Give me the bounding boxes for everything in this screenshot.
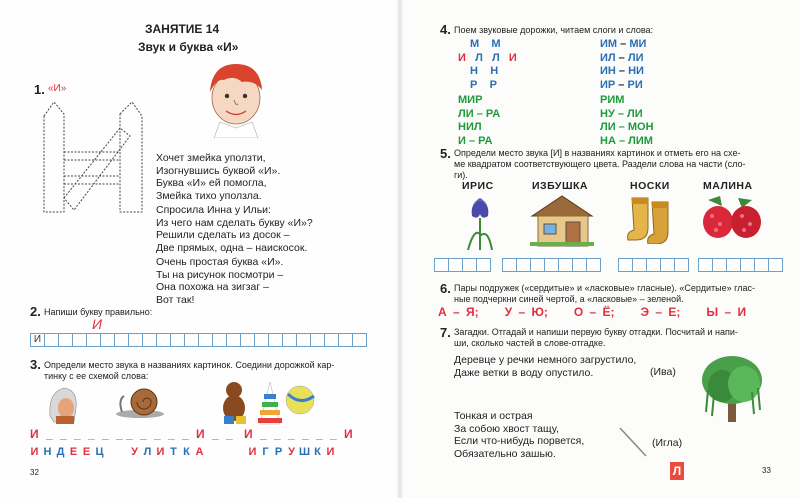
word-ulitka xyxy=(128,446,206,458)
writing-cell[interactable] xyxy=(268,333,283,347)
riddle-line: Деревце у речки немного загрустило, xyxy=(454,354,637,366)
words-left xyxy=(458,94,500,148)
syl: НИ xyxy=(628,65,644,77)
syl: ИН xyxy=(600,65,616,77)
riddle-2 xyxy=(454,410,584,460)
indian-picture xyxy=(44,384,84,424)
syl: ИМ xyxy=(600,38,618,50)
scheme-cell[interactable] xyxy=(558,258,573,272)
words-right xyxy=(600,94,654,148)
syl: М xyxy=(491,38,501,50)
writing-cell[interactable] xyxy=(58,333,73,347)
riddle-2-answer: (Игла) xyxy=(652,437,683,449)
poem-line: Спросила Инна у Ильи: xyxy=(156,204,271,216)
iris-picture xyxy=(460,194,500,250)
riddle-line: Тонкая и острая xyxy=(454,410,533,422)
writing-cell[interactable] xyxy=(184,333,199,347)
letter: У xyxy=(288,446,295,458)
scheme-cell[interactable] xyxy=(618,258,633,272)
writing-cell[interactable] xyxy=(282,333,297,347)
riddle-line: Даже ветки в воду опустило. xyxy=(454,366,594,379)
task6-line: ные подчеркни синей чертой, а «ласковые» – зеленой. xyxy=(454,294,684,304)
syl: И xyxy=(458,134,466,147)
sound-tracks-left xyxy=(458,38,517,92)
word: НУ – ЛИ xyxy=(600,107,643,120)
letter: Т xyxy=(170,446,177,458)
track-row xyxy=(458,38,517,52)
syl: ЛИ xyxy=(600,121,616,133)
scheme-cell[interactable] xyxy=(586,258,601,272)
task5-number: 5. xyxy=(440,146,451,161)
scheme-cell[interactable] xyxy=(726,258,741,272)
scheme-cell[interactable] xyxy=(660,258,675,272)
word-scheme-1: И _ _ _ _ _ _ xyxy=(30,427,125,441)
letter: Л xyxy=(143,446,152,458)
letter: А xyxy=(195,446,204,458)
riddle-1-answer: (Ива) xyxy=(650,366,676,378)
scheme-iris[interactable] xyxy=(434,258,491,272)
needle-picture xyxy=(616,424,650,460)
scheme-malina[interactable] xyxy=(698,258,783,272)
sound-tracks-right xyxy=(600,38,646,92)
syl: ЛИ xyxy=(627,51,644,64)
word: НА – ЛИМ xyxy=(600,134,653,147)
scheme-cell[interactable] xyxy=(530,258,545,272)
task2-number: 2. xyxy=(30,304,41,319)
letter: Ц xyxy=(95,446,104,458)
track-row xyxy=(458,79,517,93)
letter: К xyxy=(314,446,321,458)
writing-cell[interactable] xyxy=(72,333,87,347)
poem-line: Изогнувшись буквой «И». xyxy=(156,164,281,177)
scheme-cell[interactable] xyxy=(674,258,689,272)
writing-cell[interactable] xyxy=(226,333,241,347)
syl: РА xyxy=(478,134,493,147)
caption-izbushka: ИЗБУШКА xyxy=(532,180,588,192)
writing-cell[interactable] xyxy=(338,333,353,347)
poem-line: Змейка тихо уползла. xyxy=(156,189,262,202)
riddle-line: За собою хвост тащу, xyxy=(454,422,559,435)
task2-text: Напиши букву правильно: xyxy=(44,307,153,317)
scheme-cell[interactable] xyxy=(646,258,661,272)
task5-line: Определи место звука [И] в названиях картинок и отметь его на схе- xyxy=(454,148,741,158)
writing-cell[interactable]: И xyxy=(30,333,45,347)
writing-cell[interactable] xyxy=(114,333,129,347)
letter: И xyxy=(248,446,257,458)
writing-cell[interactable] xyxy=(240,333,255,347)
vowel-pair: О – Ё; xyxy=(573,305,615,319)
writing-cell[interactable] xyxy=(310,333,325,347)
toys-picture xyxy=(220,378,320,426)
writing-cell[interactable] xyxy=(44,333,59,347)
task4-number: 4. xyxy=(440,22,451,37)
scheme-cell[interactable] xyxy=(434,258,449,272)
syl: Р xyxy=(470,78,478,91)
scheme-cell[interactable] xyxy=(632,258,647,272)
syl: ИЛ xyxy=(600,51,616,64)
syl: Л xyxy=(491,51,500,64)
task4-text: Поем звуковые дорожки, читаем слоги и слова: xyxy=(454,25,654,35)
track-row xyxy=(458,52,517,66)
poem-stanza-1 xyxy=(156,152,280,202)
task6-number: 6. xyxy=(440,281,451,296)
syl: ЛИМ xyxy=(628,134,653,147)
letter: Н xyxy=(43,446,52,458)
letter: К xyxy=(183,446,190,458)
caption-noski: НОСКИ xyxy=(630,180,670,192)
writing-cell[interactable] xyxy=(212,333,227,347)
vowel-pair: Э – Е; xyxy=(640,305,681,319)
word-igrushki xyxy=(246,446,337,458)
poem-line: Она похожа на зигзаг – xyxy=(156,281,269,293)
scheme-noski[interactable] xyxy=(618,258,689,272)
fence-letter-i-illustration xyxy=(38,98,148,216)
word: ЛИ – РА xyxy=(458,107,501,120)
track-row: ИЛ – ЛИ xyxy=(600,51,644,64)
scheme-cell[interactable] xyxy=(502,258,517,272)
syl: Н xyxy=(490,65,499,77)
caption-iris: ИРИС xyxy=(462,180,494,192)
scheme-cell[interactable] xyxy=(572,258,587,272)
syl: НУ xyxy=(600,107,615,120)
syl: РА xyxy=(485,107,501,120)
writing-cell[interactable] xyxy=(198,333,213,347)
boy-illustration xyxy=(196,58,276,138)
task5-text xyxy=(454,148,745,181)
book-spine xyxy=(396,0,404,498)
scheme-izbushka[interactable] xyxy=(502,258,601,272)
publisher-logo: Л xyxy=(670,462,684,480)
word: И – РА xyxy=(458,134,493,147)
task7-text xyxy=(454,327,738,349)
syl: И xyxy=(508,51,517,64)
lesson-title: ЗАНЯТИЕ 14 xyxy=(145,22,220,36)
track-row: ИР – РИ xyxy=(600,78,643,91)
writing-cell[interactable] xyxy=(170,333,185,347)
syl: Н xyxy=(470,65,478,77)
poem-line: Очень простая буква «И». xyxy=(156,256,284,268)
writing-cell[interactable] xyxy=(86,333,101,347)
page-number-right: 33 xyxy=(762,466,771,475)
vowel-pair: У – Ю; xyxy=(504,305,548,319)
sample-letter-i: И xyxy=(92,316,103,332)
writing-cell[interactable] xyxy=(324,333,339,347)
poem-stanza-3 xyxy=(156,256,283,306)
vowel-pair: Ы – И xyxy=(706,305,747,319)
writing-cell[interactable] xyxy=(352,333,367,347)
poem-line: Две прямых, одна – наискосок. xyxy=(156,241,308,254)
syl: НА xyxy=(600,134,616,147)
riddle-line: Если что-нибудь порвется, xyxy=(454,435,585,447)
syl: ЛИ xyxy=(458,107,474,120)
task7-number: 7. xyxy=(440,325,451,340)
task5-line: ги). xyxy=(454,170,468,180)
snail-picture xyxy=(114,386,166,420)
scheme-cell[interactable] xyxy=(544,258,559,272)
letter: И xyxy=(156,446,165,458)
right-page xyxy=(400,0,800,498)
task5-line: ме квадратом соответствующего цвета. Раздели слова на части (сло- xyxy=(454,159,746,169)
poem-line: Вот так! xyxy=(156,293,195,306)
writing-cell[interactable] xyxy=(100,333,115,347)
letter: Г xyxy=(262,446,269,458)
word-indeets xyxy=(28,446,106,458)
syl: М xyxy=(470,38,480,50)
writing-cell[interactable] xyxy=(128,333,143,347)
poem-line: Ты на рисунок посмотри – xyxy=(156,268,284,281)
caption-malina: МАЛИНА xyxy=(703,180,753,192)
letter: Е xyxy=(82,446,91,458)
track-row: ИН – НИ xyxy=(600,65,644,77)
scheme-cell[interactable] xyxy=(768,258,783,272)
vowel-pairs xyxy=(438,305,746,319)
task1-label: «И» xyxy=(48,83,67,94)
socks-picture xyxy=(624,194,680,244)
word: НИЛ xyxy=(458,121,482,133)
syl: МОН xyxy=(627,121,654,133)
scheme-cell[interactable] xyxy=(740,258,755,272)
raspberry-picture xyxy=(698,194,766,242)
scheme-cell[interactable] xyxy=(448,258,463,272)
word-scheme-2: _ _ _ _ _ И _ _ xyxy=(126,427,235,441)
riddle-line: Обязательно зашью. xyxy=(454,447,556,460)
task7-line: Загадки. Отгадай и напиши первую букву отгадки. Посчитай и напи- xyxy=(454,327,738,337)
word: РИМ xyxy=(600,94,625,106)
poem-line: Из чего нам сделать букву «И»? xyxy=(156,216,313,229)
writing-cell[interactable] xyxy=(296,333,311,347)
scheme-cell[interactable] xyxy=(516,258,531,272)
syl: ИР xyxy=(600,78,616,91)
syl: Р xyxy=(489,78,497,91)
poem-line: Решили сделать из досок – xyxy=(156,229,290,241)
poem-line: Буква «И» ей помогла, xyxy=(156,177,267,189)
izbushka-picture xyxy=(528,192,596,248)
poem-stanza-2 xyxy=(156,204,313,254)
letter: У xyxy=(131,446,138,458)
letter: И xyxy=(30,446,39,458)
word: МИР xyxy=(458,94,483,106)
letter: Ш xyxy=(298,446,311,458)
poem-line: Хочет змейка уползти, xyxy=(156,152,266,164)
task3-line: тинку с ее схемой слова: xyxy=(44,371,149,381)
task3-number: 3. xyxy=(30,357,41,372)
syl: И xyxy=(458,51,466,64)
syl: МИ xyxy=(629,38,647,50)
task6-text xyxy=(454,283,755,305)
scheme-cell[interactable] xyxy=(462,258,477,272)
writing-cell[interactable] xyxy=(254,333,269,347)
lesson-subtitle: Звук и буква «И» xyxy=(138,40,239,54)
scheme-cell[interactable] xyxy=(698,258,713,272)
writing-cell[interactable] xyxy=(142,333,157,347)
word: ЛИ – МОН xyxy=(600,121,654,133)
writing-cells[interactable] xyxy=(30,333,367,347)
letter: Р xyxy=(274,446,283,458)
willow-tree-picture xyxy=(700,352,766,424)
scheme-cell[interactable] xyxy=(754,258,769,272)
page-number-left: 32 xyxy=(30,468,39,477)
task1-number: 1. xyxy=(34,82,45,97)
syl: Л xyxy=(475,51,483,64)
syl: ЛИ xyxy=(627,107,643,120)
riddle-1 xyxy=(454,354,636,379)
word-scheme-3: И _ _ _ _ _ _ И xyxy=(244,427,355,441)
track-row xyxy=(458,65,517,79)
task6-line: Пары подружек («сердитые» и «ласковые» гласные). «Сердитые» глас- xyxy=(454,283,755,293)
writing-cell[interactable] xyxy=(156,333,171,347)
task7-line: ши, сколько частей в слове-отгадке. xyxy=(454,338,606,348)
scheme-cell[interactable] xyxy=(712,258,727,272)
letter: И xyxy=(326,446,335,458)
syl: РИ xyxy=(627,78,643,91)
scheme-cell[interactable] xyxy=(476,258,491,272)
letter: Е xyxy=(69,446,78,458)
letter: Д xyxy=(56,446,65,458)
track-row: ИМ – МИ xyxy=(600,38,647,50)
vowel-pair: А – Я; xyxy=(438,305,479,319)
task3-line: Определи место звука в названиях картинок. Соедини дорожкой кар- xyxy=(44,360,335,370)
